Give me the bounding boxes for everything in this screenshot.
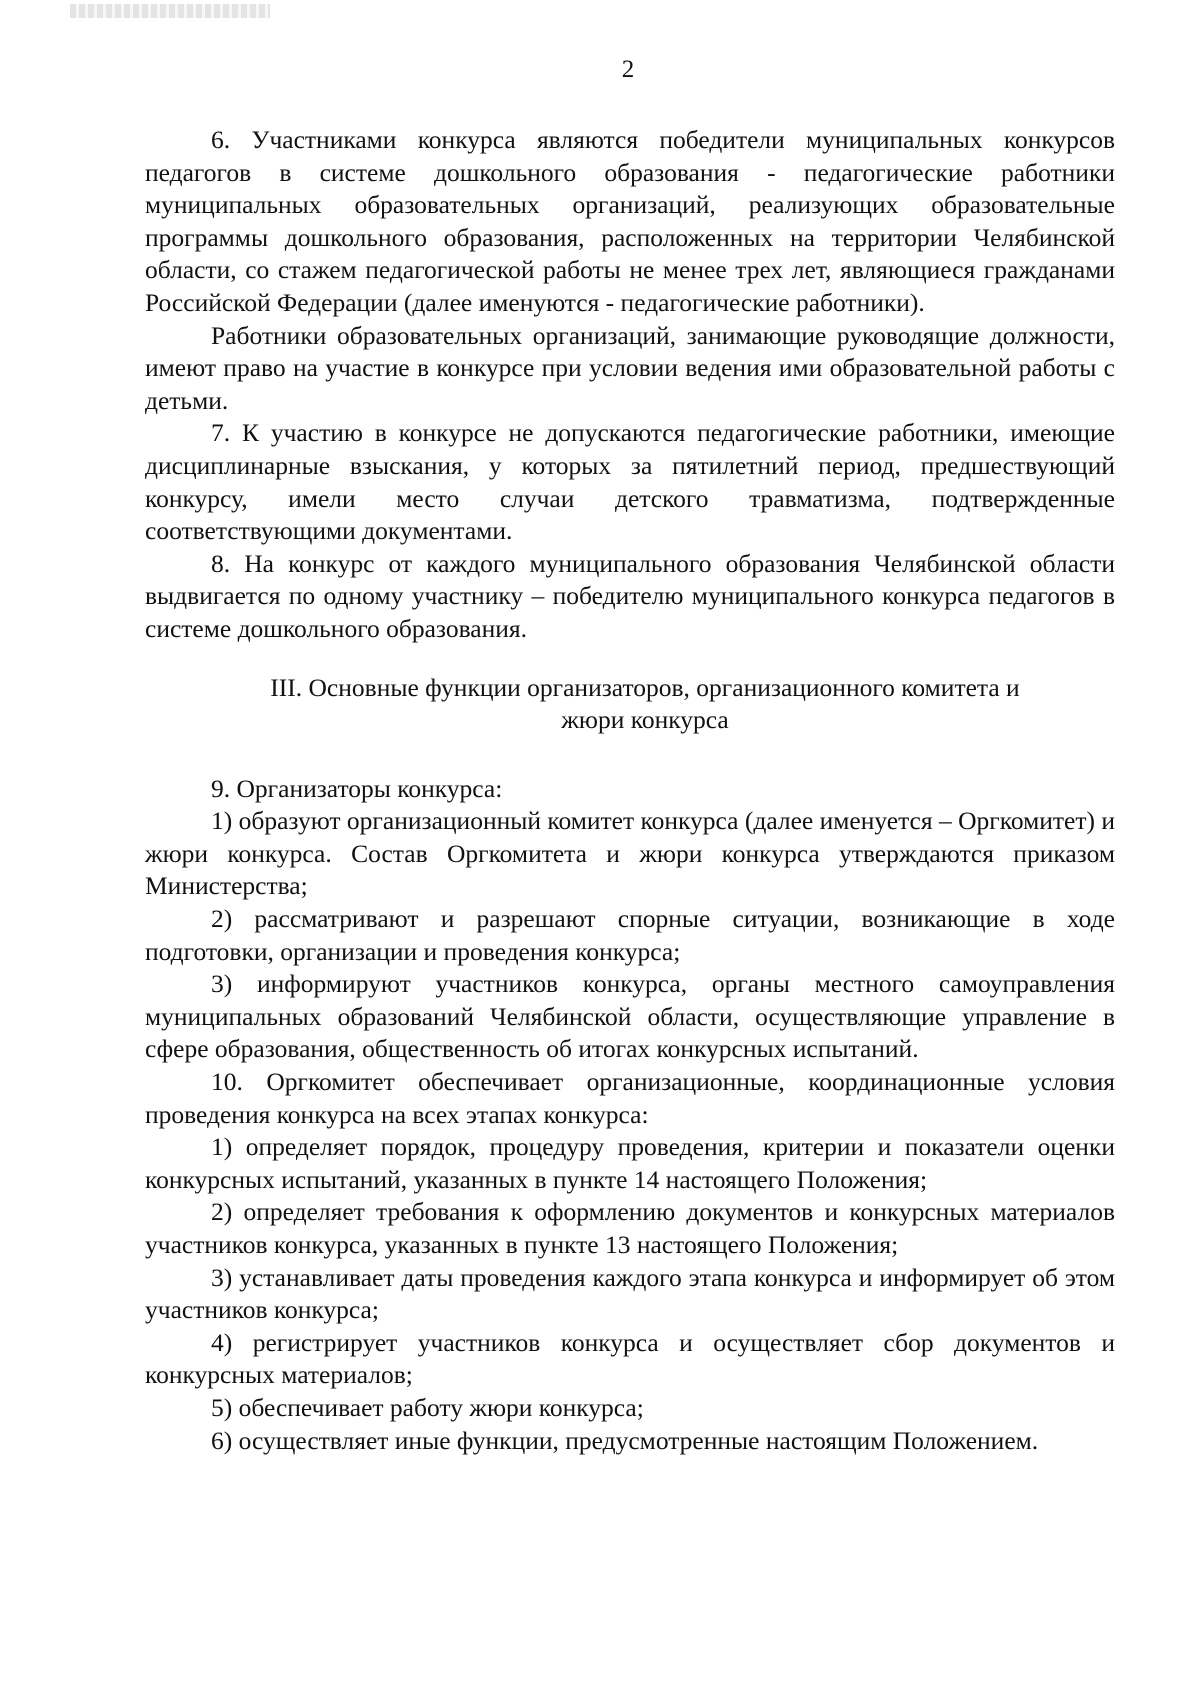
paragraph-10-item-4: 4) регистрирует участников конкурса и осуществляет сбор документов и конкурсных материалов;: [145, 1327, 1115, 1390]
paragraph-10: 10. Оргкомитет обеспечивает организационные, координационные условия проведения конкурса на всех этапах конкурса:: [145, 1067, 1115, 1129]
paragraph-6: 6. Участниками конкурса являются победители муниципальных конкурсов педагогов в системе дошкольного образования - педагогические работники муниципальных образовательных организаций, реализующих образовательные программы дошкольного образования, расположенных на территории Челябинской области, со стажем педагогической работы не менее трех лет, являющиеся гражданами Российской Федерации (далее именуются - педагогические работники).: [145, 125, 1115, 317]
scan-artifact: [70, 4, 270, 18]
document-body: [145, 124, 1115, 1457]
paragraph-10-item-3: 3) устанавливает даты проведения каждого этапа конкурса и информирует об этом участников конкурса;: [145, 1262, 1115, 1325]
paragraph-9-item-1: 1) образуют организационный комитет конкурса (далее именуется – Оргкомитет) и жюри конкурса. Состав Оргкомитета и жюри конкурса утверждаются приказом Министерства;: [145, 806, 1115, 901]
paragraph-9: 9. Организаторы конкурса:: [211, 773, 503, 803]
paragraph-6-managers: Работники образовательных организаций, занимающие руководящие должности, имеют право на участие в конкурсе при условии ведения ими образовательной работы с детьми.: [145, 320, 1115, 415]
paragraph-10-item-6: 6) осуществляет иные функции, предусмотренные настоящим Положением.: [211, 1425, 1039, 1455]
paragraph-10-item-1: 1) определяет порядок, процедуру проведения, критерии и показатели оценки конкурсных испытаний, указанных в пункте 14 настоящего Положения;: [145, 1132, 1115, 1194]
page-number: 2: [621, 56, 635, 83]
section-heading-line-2: жюри конкурса: [561, 705, 729, 735]
spacer: [145, 737, 1115, 773]
paragraph-9-item-3: 3) информируют участников конкурса, органы местного самоуправления муниципальных образований Челябинской области, осуществляющие управление в сфере образования, общественность об итогах конкурсных испытаний.: [145, 969, 1115, 1064]
paragraph-10-item-2: 2) определяет требования к оформлению документов и конкурсных материалов участников конкурса, указанных в пункте 13 настоящего Положения;: [145, 1197, 1115, 1259]
paragraph-7: 7. К участию в конкурсе не допускаются педагогические работники, имеющие дисциплинарные взыскания, у которых за пятилетний период, предшествующий конкурсу, имели место случаи детского травматизма, подтвержденные соответствующими документами.: [145, 418, 1115, 546]
paragraph-8: 8. На конкурс от каждого муниципального образования Челябинской области выдвигается по одному участнику – победителю муниципального конкурса педагогов в системе дошкольного образования.: [145, 548, 1115, 643]
section-heading-line-1: III. Основные функции организаторов, организационного комитета и: [270, 672, 1020, 702]
spacer: [145, 646, 1115, 672]
paragraph-10-item-5: 5) обеспечивает работу жюри конкурса;: [211, 1392, 644, 1422]
paragraph-9-item-2: 2) рассматривают и разрешают спорные ситуации, возникающие в ходе подготовки, организации и проведения конкурса;: [145, 904, 1115, 966]
